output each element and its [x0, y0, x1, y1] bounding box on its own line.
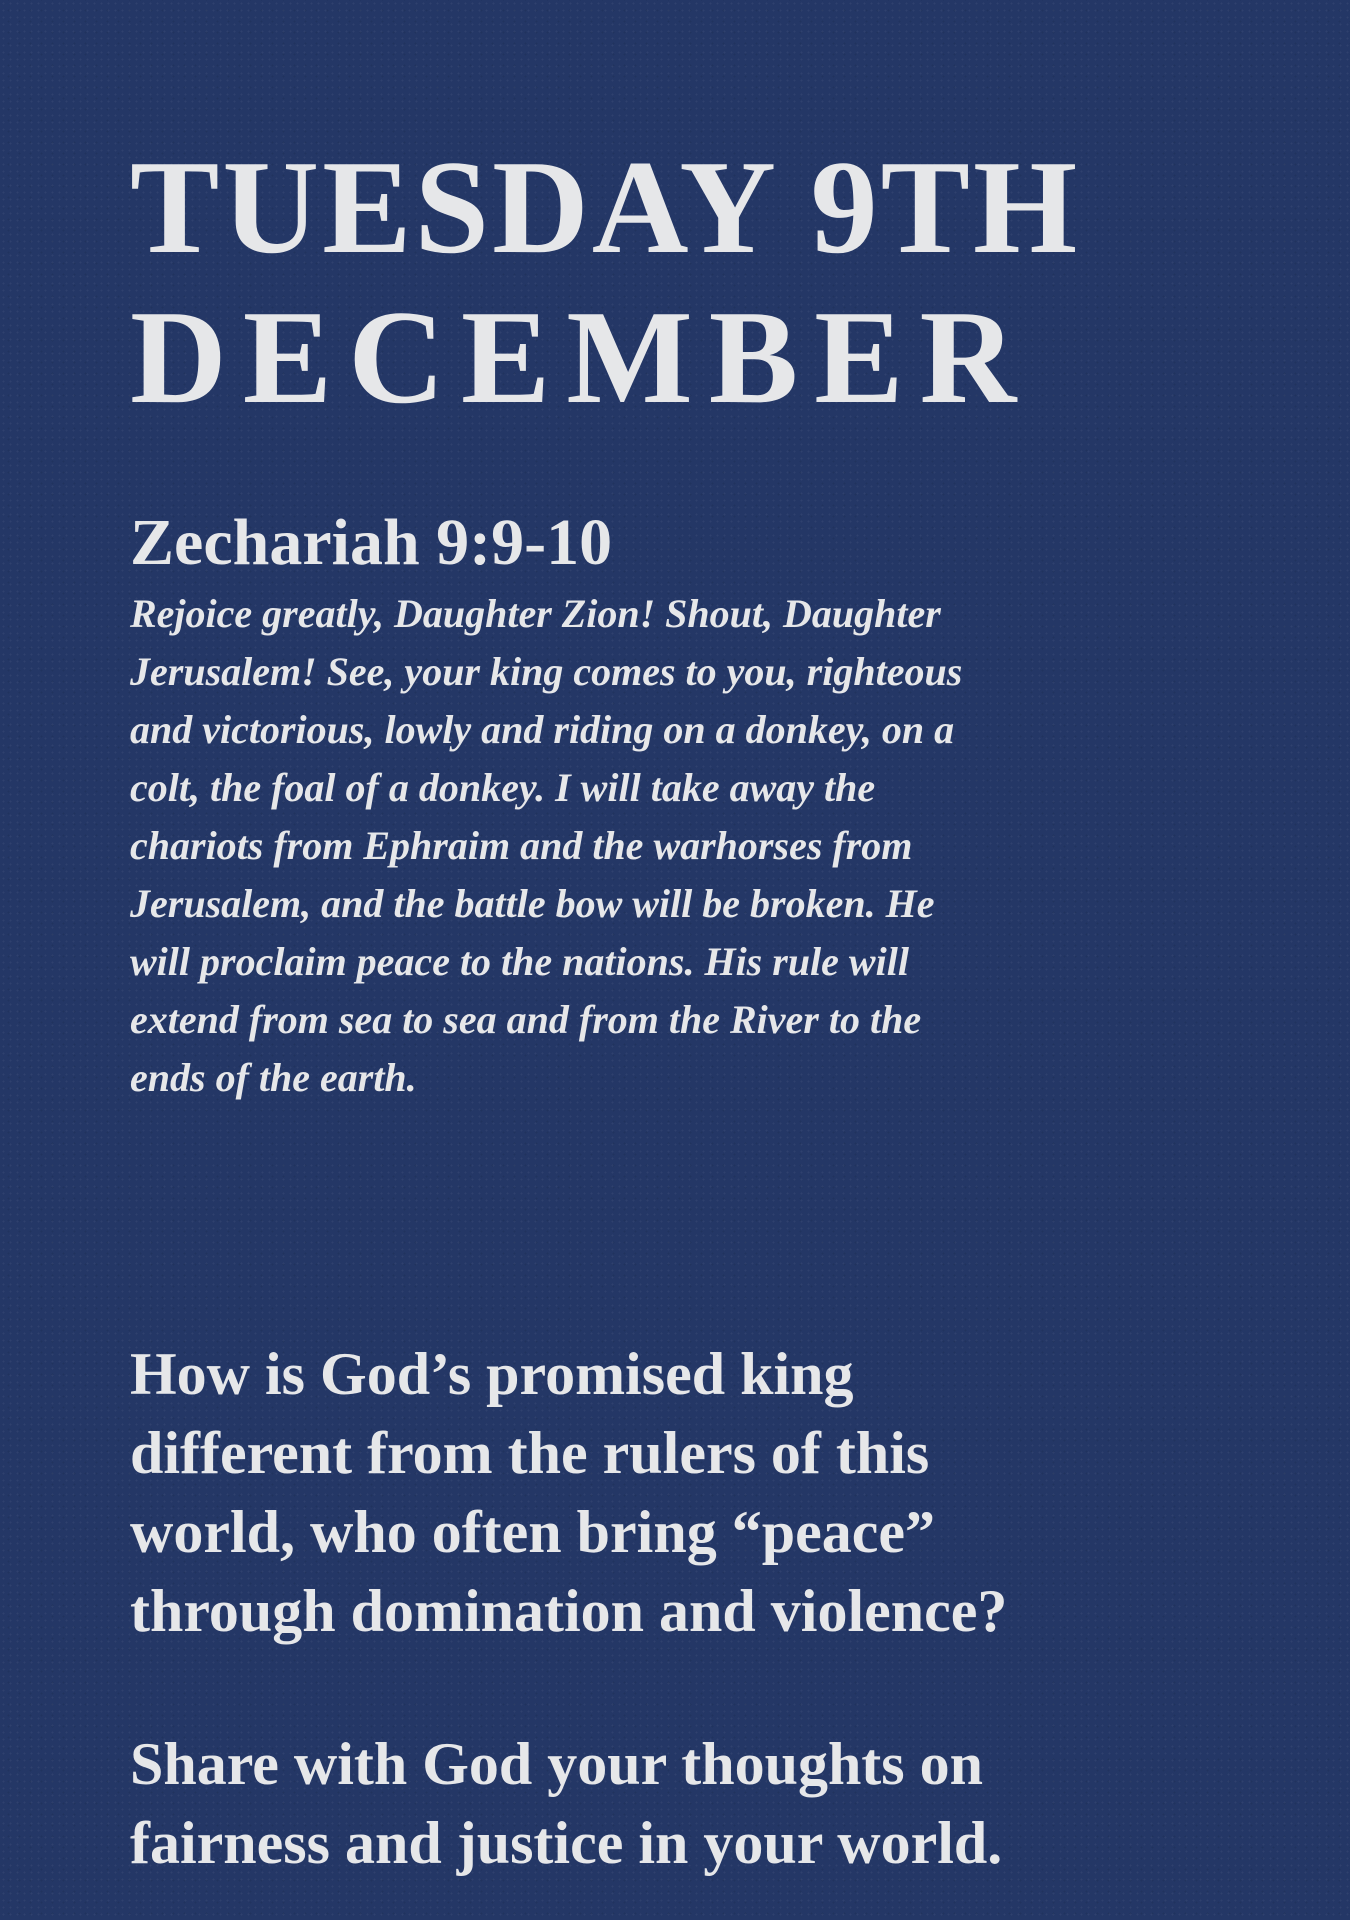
scripture-reference: Zechariah 9:9-10 [130, 506, 613, 579]
question-line: How is God’s promised king [130, 1341, 854, 1407]
scripture-line: ends of the earth. [130, 1055, 417, 1100]
question-line: through domination and violence? [130, 1578, 1008, 1644]
prayer-prompt [130, 1725, 1230, 1883]
scripture-line: and victorious, lowly and riding on a donkey, on a [130, 707, 955, 752]
reflection-question [130, 1335, 1230, 1651]
prompt-line: fairness and justice in your world. [130, 1810, 1003, 1876]
date-heading-line-1: TUESDAY 9TH [130, 133, 1081, 281]
date-heading-line-2: DECEMBER [130, 283, 1033, 431]
scripture-line: Jerusalem! See, your king comes to you, righteous [130, 649, 963, 694]
prompt-line: Share with God your thoughts on [130, 1731, 984, 1797]
scripture-line: colt, the foal of a donkey. I will take away the [130, 765, 876, 810]
scripture-line: chariots from Ephraim and the warhorses from [130, 823, 913, 868]
scripture-passage [130, 585, 1170, 1107]
scripture-line: extend from sea to sea and from the River to the [130, 997, 922, 1042]
question-line: world, who often bring “peace” [130, 1499, 935, 1565]
question-line: different from the rulers of this [130, 1420, 930, 1486]
scripture-line: will proclaim peace to the nations. His rule will [130, 939, 909, 984]
scripture-line: Jerusalem, and the battle bow will be broken. He [130, 881, 935, 926]
scripture-line: Rejoice greatly, Daughter Zion! Shout, Daughter [130, 591, 941, 636]
